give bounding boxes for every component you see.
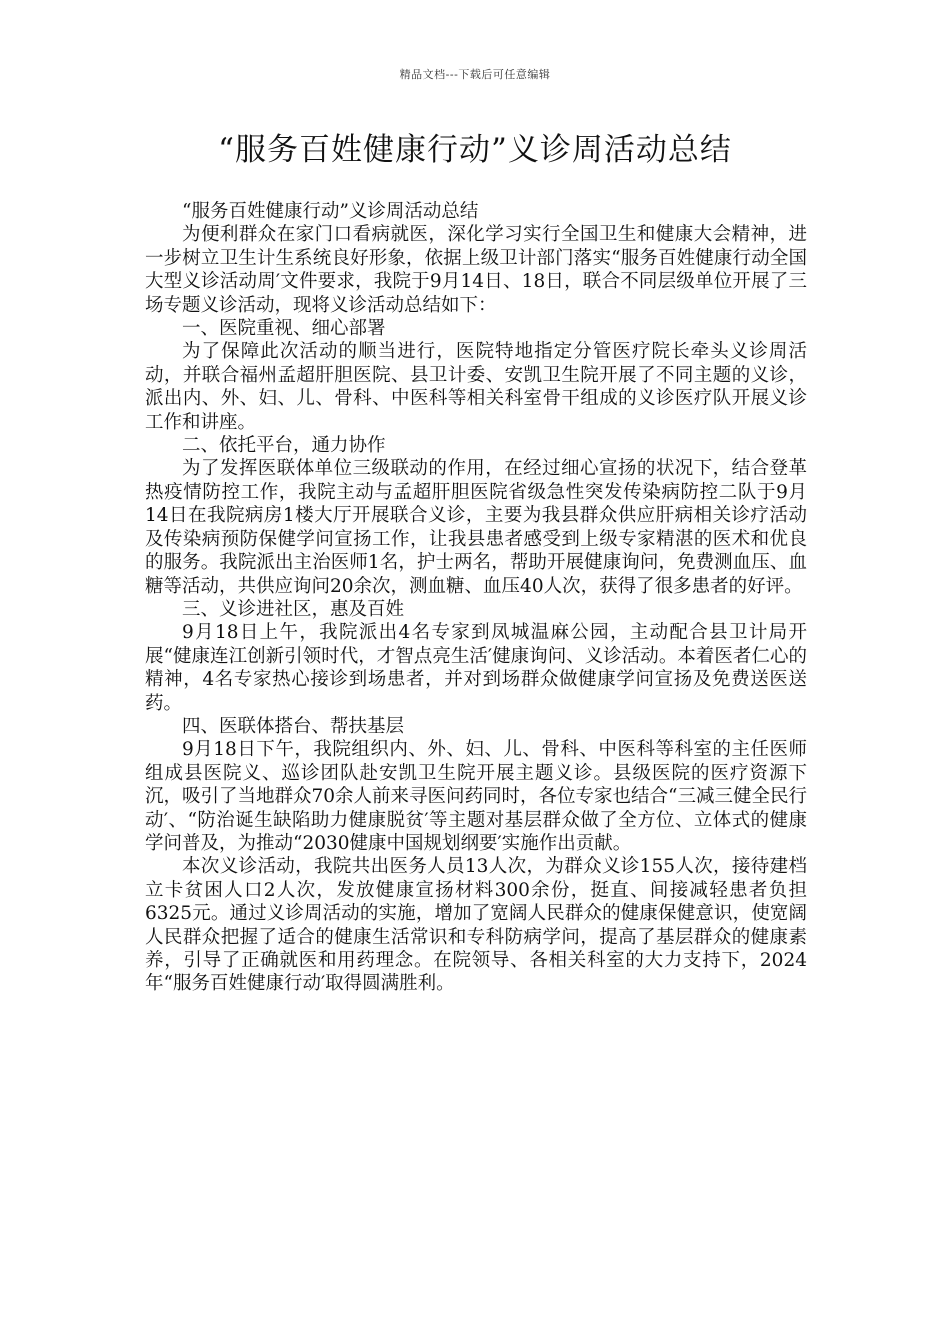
- paragraph-section-3: 9月18日上午，我院派出4名专家到凤城温麻公园，主动配合县卫计局开展“健康连江创新引领时代，才智点亮生活′健康询问、义诊活动。本着医者仁心的精神，4名专家热心接诊到场患者，并对到场群众做健康学问宣扬及免费送医送药。: [145, 622, 807, 714]
- paragraph-intro: 为便利群众在家门口看病就医，深化学习实行全国卫生和健康大会精神，进一步树立卫生计生系统良好形象，依据上级卫计部门落实“服务百姓健康行动全国大型义诊活动周′文件要求，我院于9月14日、18日，联合不同层级单位开展了三场专题义诊活动，现将义诊活动总结如下：: [145, 224, 807, 316]
- document-title: “服务百姓健康行动”义诊周活动总结: [218, 132, 732, 168]
- section-heading-1: 一、医院重视、细心部署: [182, 318, 386, 340]
- section-heading-3: 三、义诊进社区，惠及百姓: [182, 598, 405, 620]
- paragraph-section-1: 为了保障此次活动的顺当进行，医院特地指定分管医疗院长牵头义诊周活动，并联合福州孟超肝胆医院、县卫计委、安凯卫生院开展了不同主题的义诊，派出内、外、妇、儿、骨科、中医科等相关科室骨干组成的义诊医疗队开展义诊工作和讲座。: [145, 341, 807, 433]
- document-body: [145, 200, 807, 996]
- header-note: 精品文档---下载后可任意编辑: [399, 68, 551, 81]
- section-heading-4: 四、医联体搭台、帮扶基层: [182, 715, 405, 737]
- paragraph-section-4: 9月18日下午，我院组织内、外、妇、儿、骨科、中医科等科室的主任医师组成县医院义、巡诊团队赴安凯卫生院开展主题义诊。县级医院的医疗资源下沉，吸引了当地群众70余人前来寻医问药同时，各位专家也结合“三减三健全民行动′、“防治诞生缺陷助力健康脱贫′等主题对基层群众做了全方位、立体式的健康学问普及，为推动“2030健康中国规划纲要′实施作出贡献。: [145, 739, 808, 854]
- section-heading-2: 二、依托平台，通力协作: [182, 435, 386, 457]
- paragraph-summary: 本次义诊活动，我院共出医务人员13人次，为群众义诊155人次，接待建档立卡贫困人口2人次，发放健康宣扬材料300余份，挺直、间接减轻患者负担6325元。通过义诊周活动的实施，增加了宽阔人民群众的健康保健意识，使宽阔人民群众把握了适合的健康生活常识和专科防病学问，提高了基层群众的健康素养，引导了正确就医和用药理念。在院领导、各相关科室的大力支持下，2024年“服务百姓健康行动′取得圆满胜利。: [145, 856, 807, 995]
- body-title-repeat: “服务百姓健康行动”义诊周活动总结: [182, 201, 479, 222]
- paragraph-section-2: 为了发挥医联体单位三级联动的作用，在经过细心宣扬的状况下，结合登革热疫情防控工作，我院主动与孟超肝胆医院省级急性突发传染病防控二队于9月14日在我院病房1楼大厅开展联合义诊，主要为我县群众供应肝病相关诊疗活动及传染病预防保健学问宣扬工作，让我县患者感受到上级专家精湛的医术和优良的服务。我院派出主治医师1名，护士两名，帮助开展健康询问，免费测血压、血糖等活动，共供应询问20余次，测血糖、血压40人次，获得了很多患者的好评。: [145, 458, 807, 597]
